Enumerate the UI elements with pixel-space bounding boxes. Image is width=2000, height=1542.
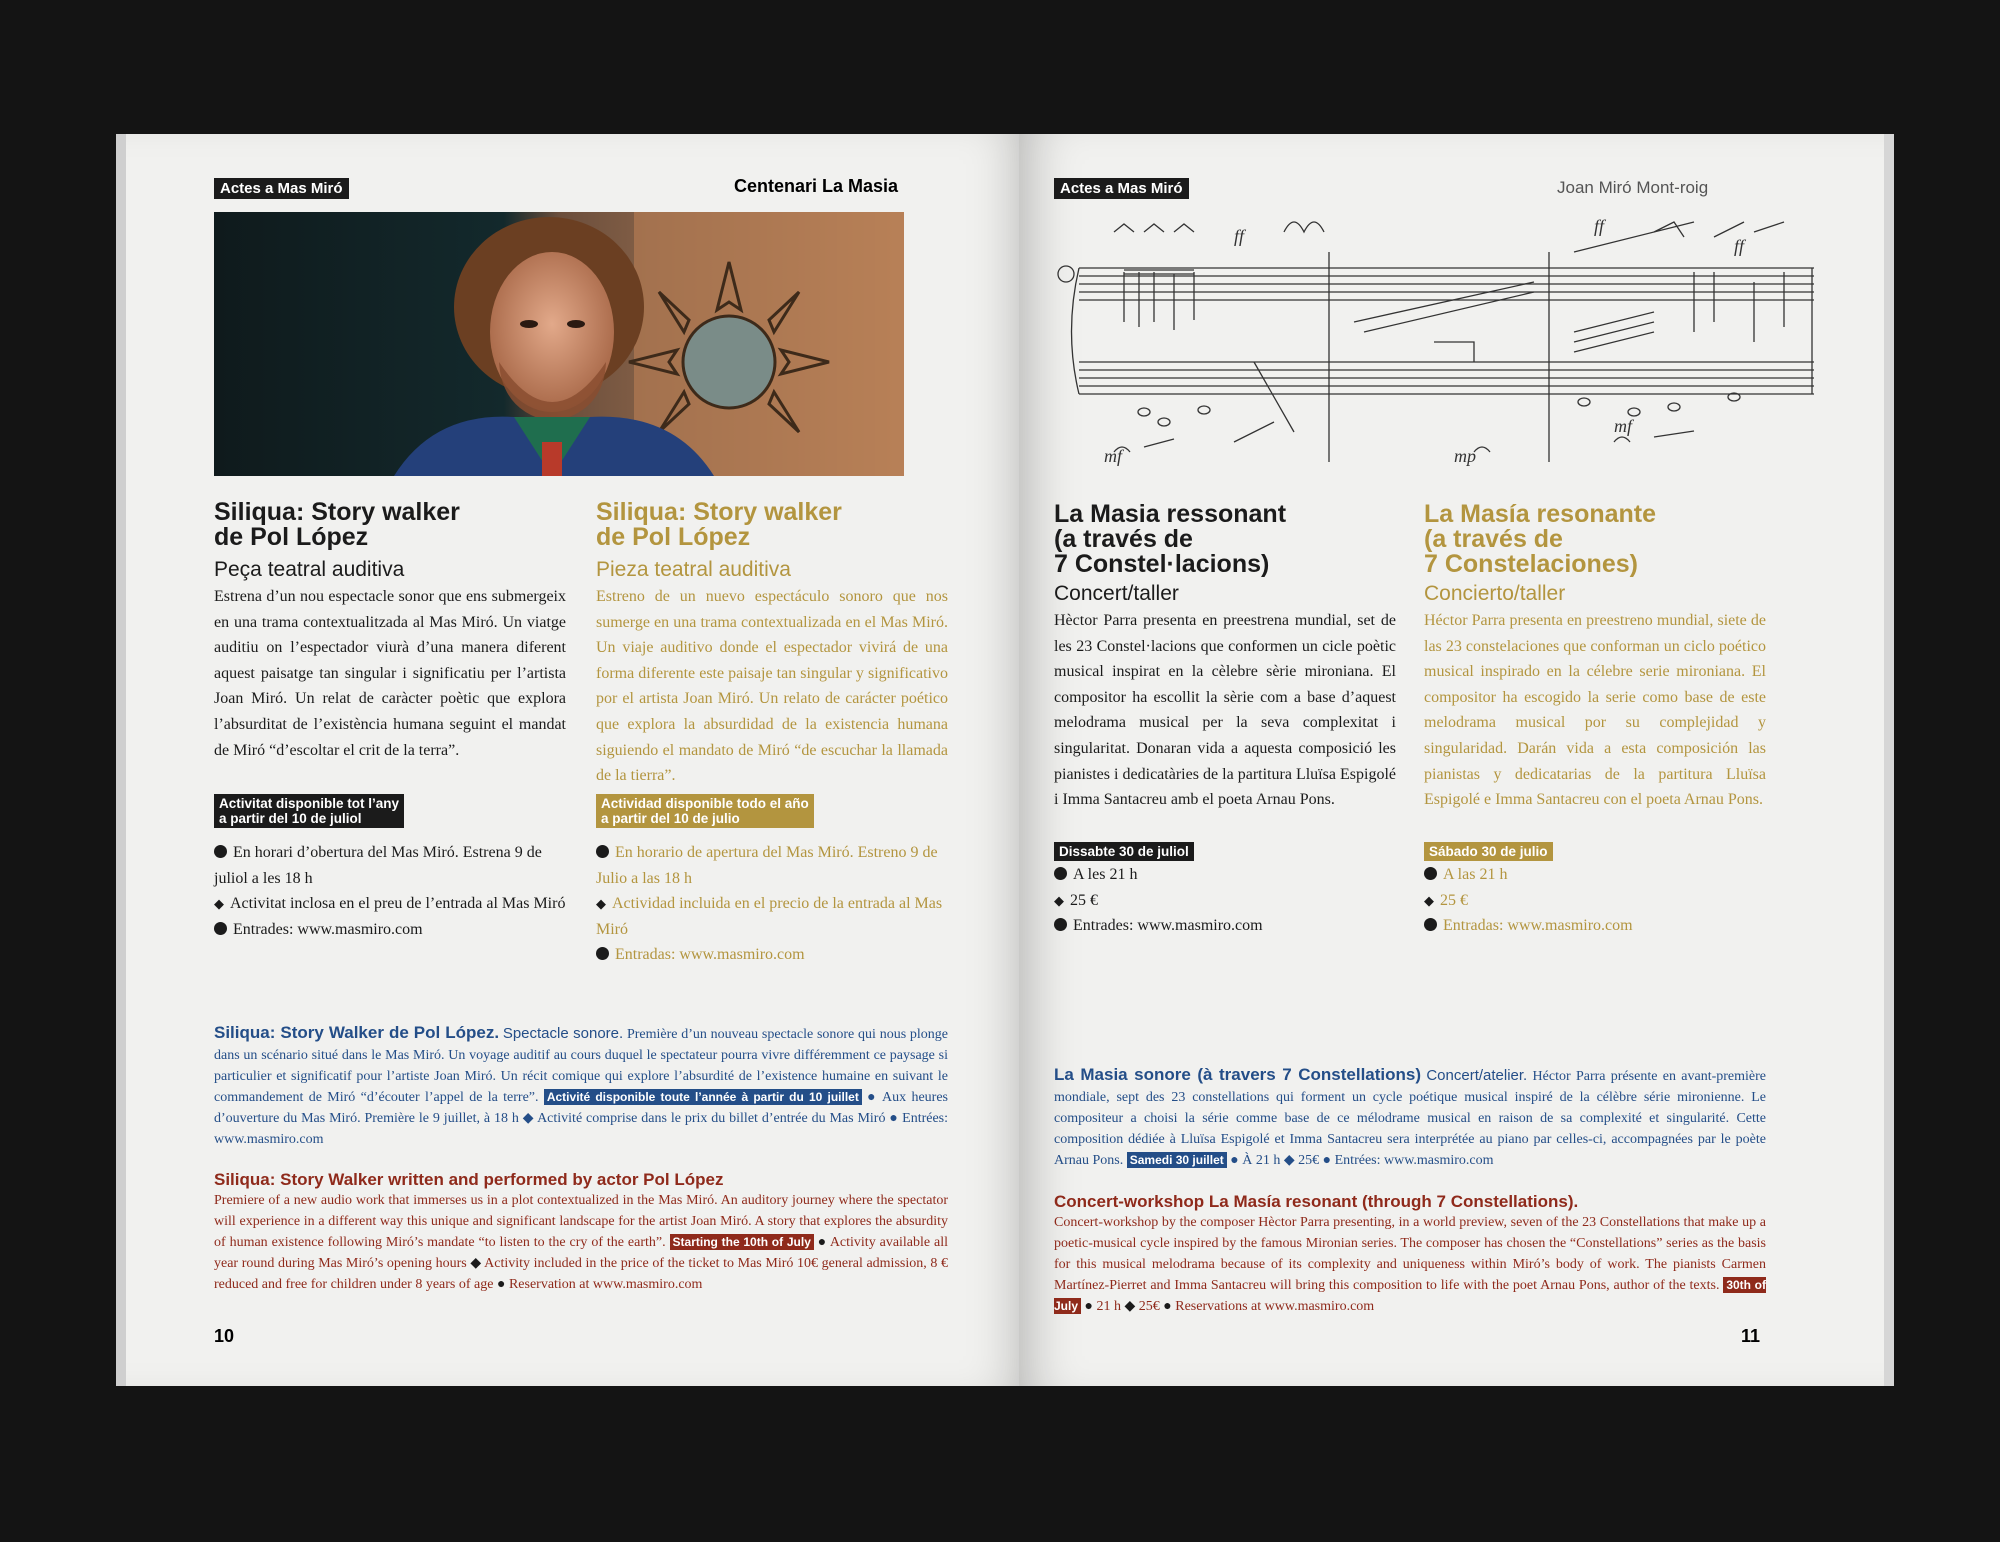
es-price-right [1424, 888, 1766, 914]
en-schedule: Activity available all year round during Mas Miró’s opening hours [214, 1235, 949, 1271]
en-title: Siliqua: Story Walker written and performed by actor Pol López [214, 1170, 724, 1189]
es-availability-badge [596, 794, 814, 828]
es-subtitle: Pieza teatral auditiva [596, 558, 791, 581]
cat-schedule [214, 840, 566, 891]
cat-availability-badge [214, 794, 404, 828]
page-number-left: 10 [214, 1326, 235, 1346]
section-label: Actes a Mas Miró [214, 178, 349, 199]
cat-price-text: Activitat inclosa en el preu de l’entrada al Mas Miró [230, 895, 566, 913]
fr-availability-badge: Activité disponible toute l’année à partir du 10 juillet [544, 1089, 862, 1105]
cat-title-right-line1: La Masia ressonant [1054, 500, 1287, 528]
fr-text-right: Héctor Parra présente en avant-première mondiale, sept des 23 constellations qui forment un cycle poétique musical inspiré de la célèbre série mironienne. Le compositeur a choisi la série comme base de ce mélodrame musical en raison de sa complexité et singularité. Cette composition dédiée à Lluïsa Espigolé et Imma Santacreu sera interprétée au piano par celles-ci, accompagnées par le poète Arnau Pons. [1054, 1069, 1766, 1168]
es-body: Estreno de un nuevo espectáculo sonoro que nos sumerge en una trama contextualizada en el Mas Miró. Un viaje auditivo donde el espectador vivirá de una forma diferente este paisaje tan singular y significativo por el artista Joan Miró. Un relato de carácter poético que explora la absurdidad de la existencia humana siguiendo el mandato de Miró “de escuchar la llamada de la tierra”. [596, 588, 948, 785]
es-title-line1: Siliqua: Story walker [596, 498, 842, 526]
cat-tickets-text: Entrades: www.masmiro.com [233, 920, 423, 938]
cat-subtitle-right: Concert/taller [1054, 582, 1179, 605]
es-tickets-text: Entradas: www.masmiro.com [615, 946, 805, 964]
es-title [596, 500, 842, 550]
en-title-right: Concert-workshop La Masía resonant (through 7 Constellations). [1054, 1192, 1579, 1211]
portrait-photo [214, 212, 904, 476]
fr-date-badge: Samedi 30 juillet [1127, 1152, 1227, 1168]
cat-title [214, 500, 460, 550]
cat-tickets [214, 917, 566, 943]
ticket-icon: ◆ [1283, 1153, 1295, 1168]
portrait-illustration [214, 212, 904, 476]
web-icon [214, 922, 227, 935]
fr-block-right [1054, 1064, 1766, 1171]
es-subtitle-right: Concierto/taller [1424, 582, 1566, 605]
clock-icon [214, 845, 227, 858]
fr-time-right: À 21 h [1242, 1153, 1281, 1168]
clock-icon: ● [867, 1090, 878, 1105]
music-score-image [1054, 212, 1824, 474]
page-right [1019, 134, 1894, 1386]
es-tickets [596, 942, 948, 968]
es-title-line2: de Pol López [596, 523, 751, 551]
ticket-icon: ◆ [1424, 892, 1434, 908]
es-date-badge: Sábado 30 de julio [1424, 842, 1553, 861]
cat-title-line1: Siliqua: Story walker [214, 498, 460, 526]
score-mark-ff3: ff [1734, 236, 1745, 256]
clock-icon: ● [1230, 1153, 1239, 1168]
page-number-right: 11 [1741, 1326, 1761, 1346]
ticket-icon: ◆ [1054, 892, 1064, 908]
en-start-badge: Starting the 10th of July [670, 1234, 814, 1250]
page-left [116, 134, 1029, 1386]
en-block-right [1054, 1191, 1766, 1317]
fr-price: Activité comprise dans le prix du billet d’entrée du Mas Miró [537, 1111, 886, 1126]
cat-date-badge: Dissabte 30 de juliol [1054, 842, 1194, 861]
en-text: Premiere of a new audio work that immerses us in a plot contextualized in the Mas Miró. An auditory journey where the spectator will experience in a different way this unique and significant landscape for the artist Joan Miró. A story that explores the absurdity of human existence following Miró’s mandate “to listen to the cry of the earth”. [214, 1193, 948, 1250]
score-mark-mf: mf [1104, 446, 1122, 466]
en-price-right: 25€ [1138, 1299, 1160, 1314]
en-tickets: Reservation at www.masmiro.com [508, 1277, 703, 1292]
web-icon: ● [496, 1277, 506, 1292]
section-label-right: Actes a Mas Miró [1054, 178, 1189, 199]
fr-title-right: La Masia sonore (à travers 7 Constellations) [1054, 1065, 1422, 1084]
score-mark-ff: ff [1234, 226, 1245, 246]
score-mark-ff2: ff [1594, 216, 1605, 236]
clock-icon: ● [817, 1235, 827, 1250]
ticket-icon: ◆ [522, 1111, 534, 1126]
cat-tickets-right-text: Entrades: www.masmiro.com [1073, 917, 1263, 935]
es-schedule [596, 840, 948, 891]
fr-price-right: 25€ [1298, 1153, 1320, 1168]
es-time-text: A las 21 h [1443, 866, 1508, 883]
en-tickets-right: Reservations at www.masmiro.com [1175, 1299, 1375, 1314]
es-tickets-right [1424, 913, 1766, 939]
web-icon [1054, 918, 1067, 931]
es-tickets-right-text: Entradas: www.masmiro.com [1443, 917, 1633, 935]
es-time [1424, 862, 1766, 888]
es-badge-line2: a partir del 10 de julio [601, 811, 740, 826]
cat-info-list-right [1054, 862, 1396, 939]
cat-title-right [1054, 502, 1286, 577]
es-price [596, 891, 948, 942]
es-title-right-line3: 7 Constelaciones) [1424, 550, 1638, 578]
cat-title-right-line3: 7 Constel·lacions) [1054, 550, 1270, 578]
cat-time-text: A les 21 h [1073, 866, 1138, 883]
cat-subtitle: Peça teatral auditiva [214, 558, 405, 581]
es-price-right-text: 25 € [1440, 891, 1468, 909]
en-price: Activity included in the price of the ticket to Mas Miró 10€ general admission, 8 € reduced and free for children under 8 years of age [214, 1256, 948, 1292]
es-badge-line1: Actividad disponible todo el año [601, 796, 809, 811]
web-icon: ● [1163, 1299, 1172, 1314]
web-icon [1424, 918, 1437, 931]
ticket-icon: ◆ [1124, 1299, 1136, 1314]
fr-title: Siliqua: Story Walker de Pol López. [214, 1023, 500, 1042]
running-title: Centenari La Masia [734, 176, 899, 196]
es-title-right-line2: (a través de [1424, 525, 1563, 553]
es-body-right: Héctor Parra presenta en preestreno mundial, siete de las 23 constelaciones que conforman un ciclo poético musical inspirado en la célebre serie mironiana. El compositor ha escogido la serie como base de este melodrama musical por su complejidad y singularidad. Darán vida a esta composición las pianistas y dedicatarias de la partitura Lluïsa Espigolé e Imma Santacreu con el poeta Arnau Pons. [1424, 612, 1766, 809]
cat-schedule-text: En horari d’obertura del Mas Miró. Estrena 9 de juliol a les 18 h [214, 844, 542, 887]
clock-icon: ● [1084, 1299, 1093, 1314]
en-time-right: 21 h [1096, 1299, 1121, 1314]
cat-price-right [1054, 888, 1396, 914]
cat-price-right-text: 25 € [1070, 891, 1098, 909]
en-date-badge: 30th of July [1054, 1278, 1766, 1313]
cat-time [1054, 862, 1396, 888]
cat-body-right: Hèctor Parra presenta en preestrena mundial, set de les 23 Constel·lacions que conformen un cicle poètic musical inspirat en la cèlebre sèrie mironiana. El compositor ha escollit la sèrie com a base d’aquest melodrama musical per la seva complexitat i singularitat. Donaran vida a aquesta composició les pianistes i dedicatàries de la partitura Lluïsa Espigolé i Imma Santacreu amb el poeta Arnau Pons. [1054, 612, 1396, 809]
fr-text: Première d’un nouveau spectacle sonore qui nous plonge dans un scénario situé dans le Mas Miró. Un voyage auditif au cours duquel le spectateur pourra vivre différemment ce paysage si particulier et significatif pour l’artiste Joan Miró. Un récit comique qui explore l’absurdité de l’existence humaine en suivant le commandement de Miró “d’écouter l’appel de la terre”. [214, 1027, 949, 1105]
fr-schedule: Aux heures d’ouverture du Mas Miró. Première le 9 juillet, à 18 h [214, 1090, 948, 1126]
fr-subtitle: Spectacle sonore. [502, 1025, 624, 1042]
score-mark-mp: mp [1454, 446, 1476, 466]
cat-badge-line2: a partir del 10 de juliol [219, 811, 362, 826]
score-mark-mf2: mf [1614, 416, 1632, 436]
es-schedule-text: En horario de apertura del Mas Miró. Estreno 9 de Julio a las 18 h [596, 844, 938, 887]
es-info-list-right [1424, 862, 1766, 939]
fr-block [214, 1022, 948, 1150]
cat-body: Estrena d’un nou espectacle sonor que ens submergeix en una trama contextualitzada al Mas Miró. Un viatge auditiu on l’espectador viurà d’una manera diferent aquest paisatge tan singular i significatiu per l’artista Joan Miró. Un relat de caràcter poètic que explora l’absurditat de l’existència humana seguint el mandat de Miró “d’escoltar el crit de la terra”. [214, 588, 566, 759]
es-title-right-line1: La Masía resonante [1424, 500, 1657, 528]
running-title-right: Joan Miró Mont-roig [1557, 178, 1709, 197]
es-title-right [1424, 502, 1656, 577]
web-icon: ● [889, 1111, 899, 1126]
web-icon: ● [1322, 1153, 1332, 1168]
cat-title-right-line2: (a través de [1054, 525, 1193, 553]
ticket-icon: ◆ [596, 896, 606, 912]
ticket-icon: ◆ [470, 1256, 482, 1271]
cat-price [214, 891, 566, 917]
clock-icon [1054, 867, 1067, 880]
ticket-icon: ◆ [214, 896, 224, 912]
cat-info-list [214, 840, 566, 942]
cat-badge-line1: Activitat disponible tot l’any [219, 796, 400, 811]
es-price-text: Actividad incluida en el precio de la entrada al Mas Miró [596, 895, 943, 938]
fr-tickets-right: Entrées: www.masmiro.com [1334, 1153, 1494, 1168]
cat-title-line2: de Pol López [214, 523, 369, 551]
music-score-illustration [1054, 212, 1824, 474]
fr-tickets: Entrées: www.masmiro.com [214, 1111, 949, 1147]
magazine-spread [116, 134, 1884, 1386]
fr-subtitle-right: Concert/atelier. [1426, 1067, 1528, 1084]
clock-icon [1424, 867, 1437, 880]
cat-tickets-right [1054, 913, 1396, 939]
web-icon [596, 947, 609, 960]
en-block [214, 1169, 948, 1295]
en-text-right: Concert-workshop by the composer Hèctor Parra presenting, in a world preview, seven of the 23 Constellations that make up a poetic-musical cycle inspired by the famous Mironian series. The composer has chosen the “Constellations” series as the basis for this musical melodrama because of its complexity and uniqueness within Miró’s body of work. The pianists Carmen Martínez-Pierret and Imma Santacreu will bring this composition to life with the poet Arnau Pons, author of the texts. [1054, 1215, 1766, 1293]
clock-icon [596, 845, 609, 858]
es-info-list [596, 840, 948, 968]
